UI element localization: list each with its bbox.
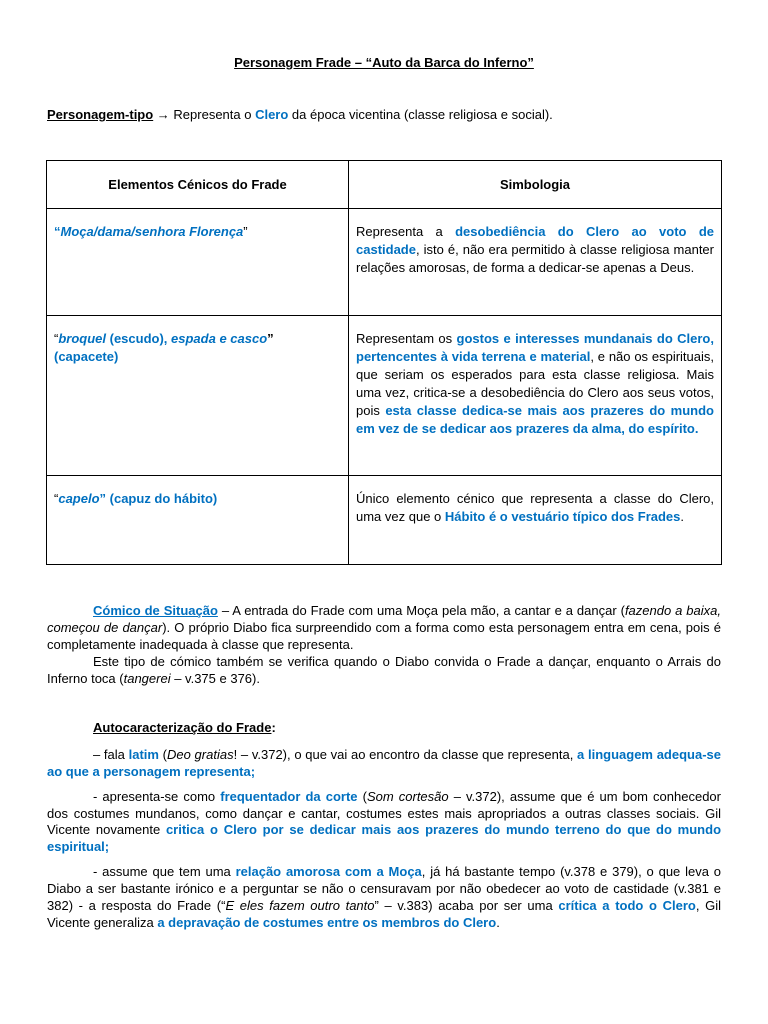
bullet-text: , Gil Vicente generaliza xyxy=(47,898,721,930)
sym-text: Único elemento cénico que representa a classe do Clero, uma vez que o xyxy=(356,491,714,524)
element-name: espada e casco xyxy=(171,331,268,346)
bullet-text: , já há bastante tempo (v.378 e 379), o que leva o Diabo a ser bastante irónico e a perguntar se não o censuravam por não obedecer ao voto de castidade (v.381 e 382) - a resposta do Frade (“ xyxy=(47,864,721,914)
bullet-highlight: frequentador da corte xyxy=(220,788,358,804)
quote-open: “ xyxy=(54,331,59,346)
sym-highlight: desobediência do Clero ao voto de castidade xyxy=(356,224,714,257)
quote-close: ” xyxy=(243,224,248,239)
bullet-text: – fala xyxy=(93,746,129,762)
comico-text: ). O próprio Diabo fica surpreendido com a forma como esta personagem entra em cena, pois é completamente inadequada à classe que representa. xyxy=(47,619,722,652)
auto-bullet xyxy=(47,864,721,932)
element-name: capelo xyxy=(58,491,100,506)
intro-label: Personagem-tipo xyxy=(47,107,154,122)
auto-colon: : xyxy=(271,720,276,735)
table-header-elements: Elementos Cénicos do Frade xyxy=(47,161,349,209)
quote-open: “ xyxy=(54,491,59,506)
bullet-highlight: latim xyxy=(128,746,159,762)
comico-paragraph-2 xyxy=(47,654,721,688)
auto-heading xyxy=(47,720,721,737)
element-name: ” (capuz do hábito) xyxy=(99,491,218,506)
table-row xyxy=(47,316,722,476)
bullet-text: ( xyxy=(357,788,367,804)
symbology-cell xyxy=(349,316,722,476)
auto-bullet xyxy=(47,747,721,781)
bullet-text: ( xyxy=(158,746,167,762)
intro-arrow-text: → Representa o xyxy=(153,107,256,122)
intro-line xyxy=(47,107,727,124)
autocaracterizacao-section xyxy=(47,720,721,932)
element-cell xyxy=(47,209,349,316)
bullet-quote: Som cortesão xyxy=(366,788,449,804)
table-header-row xyxy=(47,161,722,209)
element-cell xyxy=(47,476,349,565)
element-name: Moça/dama/senhora Florença xyxy=(60,224,244,239)
table-header-simbologia: Simbologia xyxy=(349,161,722,209)
sym-text: , e não os espirituais, que seriam os esperados para esta classe religiosa. Mais uma vez, critica-se a desobediência do Clero aos seus votos, pois xyxy=(356,349,714,418)
page-title: Personagem Frade – “Auto da Barca do Inferno” xyxy=(234,55,534,70)
symbology-cell xyxy=(349,209,722,316)
intro-clero: Clero xyxy=(255,107,289,122)
symbology-table xyxy=(46,160,722,565)
quote-open: “ xyxy=(54,224,61,239)
sym-text: , isto é, não era permitido à classe religiosa manter relações amorosas, de forma a dedicar-se apenas a Deus. xyxy=(356,242,714,275)
sym-text: . xyxy=(680,509,685,524)
comico-section xyxy=(47,603,721,687)
sym-highlight: gostos e interesses mundanais do Clero, pertencentes à vida terrena e material xyxy=(356,331,714,364)
bullet-text: - apresenta-se como xyxy=(93,788,221,804)
bullet-highlight: crítica a todo o Clero xyxy=(558,898,696,914)
element-name: (capacete) xyxy=(54,349,119,364)
sym-text: Representa a xyxy=(356,224,456,239)
bullet-text: . xyxy=(496,914,500,930)
intro-rest: da época vicentina (classe religiosa e social). xyxy=(288,107,553,122)
comico-label: Cómico de Situação xyxy=(93,603,218,618)
bullet-quote: E eles fazem outro tanto xyxy=(225,898,375,914)
comico-paragraph xyxy=(47,603,721,654)
auto-label: Autocaracterização do Frade xyxy=(93,720,272,735)
auto-bullet xyxy=(47,789,721,857)
bullet-text: ” – v.383) acaba por ser uma xyxy=(374,898,559,914)
comico-text: – v.375 e 376). xyxy=(170,670,260,686)
element-cell xyxy=(47,316,349,476)
bullet-highlight: a depravação de costumes entre os membros do Clero xyxy=(157,914,497,930)
sym-highlight: esta classe dedica-se mais aos prazeres do mundo em vez de se dedicar aos prazeres da alma, do espírito. xyxy=(356,403,714,436)
symbology-cell xyxy=(349,476,722,565)
element-name: broquel xyxy=(58,331,107,346)
element-name: (escudo), xyxy=(106,331,172,346)
sym-highlight: Hábito é o vestuário típico dos Frades xyxy=(444,509,681,524)
bullet-highlight: a linguagem adequa-se ao que a personagem representa; xyxy=(47,746,721,779)
comico-quote: tangerei xyxy=(123,670,171,686)
comico-quote: fazendo a baixa, começou de dançar xyxy=(47,603,721,635)
table-row xyxy=(47,209,722,316)
quote-close: ” xyxy=(267,331,274,346)
comico-text: Este tipo de cómico também se verifica quando o Diabo convida o Frade a dançar, enquanto o Arrais do Inferno toca ( xyxy=(47,653,721,686)
bullet-quote: Deo gratias xyxy=(167,746,234,762)
sym-text: Representam os xyxy=(356,331,457,346)
table-row xyxy=(47,476,722,565)
comico-text: – A entrada do Frade com uma Moça pela mão, a cantar e a dançar ( xyxy=(217,603,625,618)
bullet-text: ! – v.372), o que vai ao encontro da classe que representa, xyxy=(233,746,578,762)
bullet-text: – v.372), assume que é um bom conhecedor dos costumes mundanos, como dançar e cantar, costumes estes mais apropriados a outras classes sociais. Gil Vicente novamente xyxy=(47,788,721,838)
bullet-text: - assume que tem uma xyxy=(93,864,236,880)
bullet-highlight: relação amorosa com a Moça xyxy=(235,864,422,880)
bullet-highlight: critica o Clero por se dedicar mais aos prazeres do mundo terreno do que do mundo espiritual; xyxy=(47,822,722,855)
